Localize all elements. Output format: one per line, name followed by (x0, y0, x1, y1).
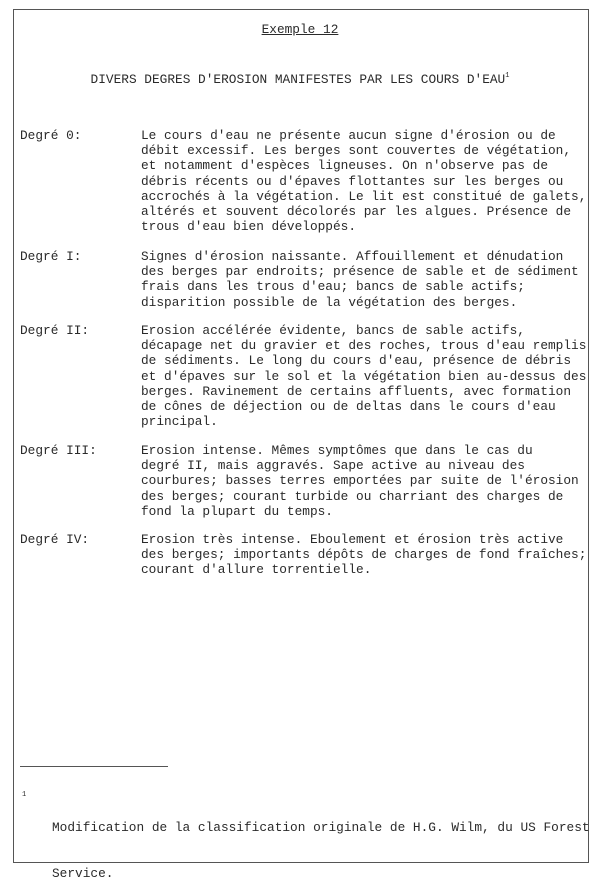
degree-description (141, 532, 586, 578)
degree-label: Degré II: (20, 323, 90, 338)
degree-description (141, 128, 586, 234)
description-line: de cônes de déjection ou de deltas dans le cours d'eau (141, 399, 556, 415)
document-heading (0, 69, 600, 87)
description-line: fond la plupart du temps. (141, 503, 333, 519)
description-line: débris récents ou d'épaves flottantes sur les berges ou (141, 173, 564, 189)
degree-description (141, 323, 586, 429)
description-line: et d'épaves sur le sol et la végétation bien au-dessus des (141, 368, 587, 384)
description-line: berges. Ravinement de certains affluents, avec formation (141, 383, 572, 399)
description-line: Le cours d'eau ne présente aucun signe d'érosion ou de (141, 128, 556, 143)
description-line: degré II, mais aggravés. Sape active au niveau des (141, 458, 525, 474)
description-line: des berges par endroits; présence de sable et de sédiment (141, 264, 579, 280)
description-line: accrochés à la végétation. Le lit est constitué de galets, (141, 188, 587, 204)
description-line: Erosion très intense. Eboulement et érosion très active (141, 532, 564, 547)
degree-label: Degré IV: (20, 532, 90, 547)
degree-description (141, 443, 579, 519)
degree-label: Degré 0: (20, 128, 82, 143)
description-line: courbures; basses terres emportées par suite de l'érosion (141, 473, 579, 489)
description-line: débit excessif. Les berges sont couvertes de végétation, (141, 143, 572, 159)
description-line: Erosion accélérée évidente, bancs de sable actifs, (141, 323, 525, 338)
description-line: des berges; importants dépôts de charges de fond fraîches; (141, 547, 587, 563)
description-line: décapage net du gravier et des roches, trous d'eau remplis (141, 338, 587, 354)
degree-label: Degré III: (20, 443, 97, 458)
description-line: Signes d'érosion naissante. Affouillement et dénudation (141, 249, 564, 264)
example-title: Exemple 12 (261, 22, 339, 37)
footnote-line: Service. (52, 866, 114, 882)
degree-description (141, 249, 579, 310)
heading-footnote-mark: 1 (505, 72, 510, 80)
footnote-line: Modification de la classification originale de H.G. Wilm, du US Forest (52, 820, 590, 836)
description-line: de sédiments. Le long du cours d'eau, présence de débris (141, 353, 572, 369)
description-line: et notamment d'espèces ligneuses. On n'observe pas de (141, 158, 549, 174)
description-line: principal. (141, 414, 218, 430)
degree-label: Degré I: (20, 249, 82, 264)
description-line: Erosion intense. Mêmes symptômes que dans le cas du (141, 443, 533, 458)
description-line: altérés et souvent décolorés par les algues. Présence de (141, 204, 572, 220)
footnote-text (52, 790, 590, 896)
description-line: frais dans les trous d'eau; bancs de sable actifs; (141, 279, 525, 295)
description-line: courant d'allure torrentielle. (141, 562, 372, 578)
footnote-separator (20, 766, 168, 767)
description-line: trous d'eau bien développés. (141, 219, 357, 235)
description-line: des berges; courant turbide ou charriant des charges de (141, 488, 564, 504)
description-line: disparition possible de la végétation des berges. (141, 294, 518, 310)
heading-text: DIVERS DEGRES D'EROSION MANIFESTES PAR LES COURS D'EAU (90, 72, 506, 87)
footnote-mark: 1 (22, 791, 27, 799)
